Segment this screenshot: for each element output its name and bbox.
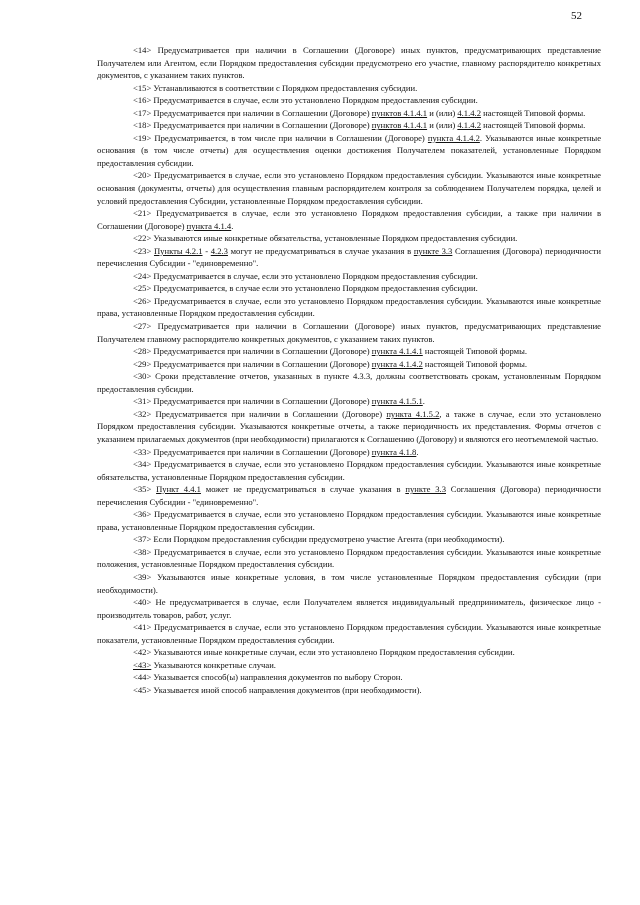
footnote-text: <22> Указываются иные конкретные обязательства, установленные Порядком предоставления субсидии.: [133, 233, 518, 244]
cross-reference-link[interactable]: пункта 4.1.4: [186, 220, 232, 231]
footnote: [97, 245, 601, 270]
footnote-text: <20> Предусматривается в случае, если это установлено Порядком предоставления субсидии. Указываются иные конкретные основания (документы, отчеты) для осуществления главным распорядителем контроля за соблюдением Получателем порядка, целей и условий предоставления Субсидии, установленные Порядком предоставления субсидии.: [97, 170, 601, 206]
footnote-text: <28> Предусматривается при наличии в Соглашении (Договоре): [133, 346, 372, 357]
footnote-text: -: [202, 245, 211, 256]
footnote-text: . Указываются иные конкретные основания (в том числе отчеты) для осуществления оценки достижения Получателем показателей, установленные Порядком предоставления субсидии.: [97, 132, 602, 168]
footnote: [97, 119, 601, 132]
footnote-text: и (или): [427, 107, 458, 118]
footnote-text: <41> Предусматривается в случае, если это установлено Порядком предоставления субсидии. Указываются иные конкретные показатели, установленные Порядком предоставления субсидии.: [97, 622, 601, 645]
footnote: [97, 44, 601, 82]
footnote: [97, 107, 601, 120]
footnote-text: Соглашения (Договора) периодичности перечисления Субсидии - "единовременно".: [97, 484, 601, 507]
cross-reference-link[interactable]: 4.2.3: [210, 245, 228, 256]
footnotes-list: [97, 44, 601, 696]
footnote: [97, 596, 601, 621]
footnote: [97, 621, 601, 646]
footnote-text: <16> Предусматривается в случае, если это установлено Порядком предоставления субсидии.: [133, 95, 478, 106]
footnote-text: <36> Предусматривается в случае, если это установлено Порядком предоставления субсидии. Указываются иные конкретные права, установленные Порядком предоставления субсидии.: [97, 509, 601, 532]
cross-reference-link[interactable]: Пункты 4.2.1: [153, 245, 203, 256]
footnote: [97, 320, 601, 345]
footnote-text: настоящей Типовой формы.: [422, 358, 528, 369]
footnote: [97, 408, 601, 446]
cross-reference-link[interactable]: пункте 3.3: [413, 245, 453, 256]
page-number: 52: [571, 10, 582, 22]
footnote: [97, 684, 601, 697]
cross-reference-link[interactable]: пункта 4.1.4.2: [427, 132, 480, 143]
footnote-text: .: [416, 446, 419, 457]
footnote-text: <38> Предусматривается в случае, если это установлено Порядком предоставления субсидии. Указываются иные конкретные положения, установленные Порядком предоставления субсидии.: [97, 546, 601, 570]
footnote-text: <29> Предусматривается при наличии в Соглашении (Договоре): [133, 358, 372, 369]
footnote-text: <24> Предусматривается в случае, если это установлено Порядком предоставления субсидии.: [133, 270, 478, 281]
footnote-text: <26> Предусматривается в случае, если это установлено Порядком предоставления субсидии. Указываются иные конкретные права, установленные Порядком предоставления субсидии.: [97, 295, 601, 319]
footnote-text: <39> Указываются иные конкретные условия, в том числе установленные Порядком предоставления субсидии (при необходимости).: [97, 571, 601, 595]
footnote-text: <31> Предусматривается при наличии в Соглашении (Договоре): [133, 396, 372, 407]
footnote-text: и (или): [427, 120, 458, 131]
footnote-text: <44> Указывается способ(ы) направления документов по выбору Сторон.: [133, 672, 403, 683]
footnote-text: <32> Предусматривается при наличии в Соглашении (Договоре): [133, 408, 387, 419]
cross-reference-link[interactable]: пунктов 4.1.4.1: [371, 120, 428, 131]
footnote-text: <40> Не предусматривается в случае, если Получателем является индивидуальный предприниматель, физическое лицо - производитель товаров, работ, услуг.: [97, 597, 601, 620]
footnote-text: <35>: [133, 484, 157, 495]
footnote-text: <21> Предусматривается в случае, если это установлено Порядком предоставления субсидии, а также при наличии в Соглашении (Договоре): [97, 208, 601, 231]
footnote: [97, 646, 601, 659]
footnote: [97, 395, 601, 408]
cross-reference-link[interactable]: пункта 4.1.5.2: [386, 408, 440, 419]
footnote: [97, 82, 601, 95]
cross-reference-link[interactable]: пункта 4.1.8: [371, 446, 417, 457]
footnote: [97, 132, 601, 170]
footnote-text: может не предусматриваться в случае указания в: [200, 484, 406, 495]
cross-reference-link[interactable]: Пункт 4.4.1: [156, 484, 201, 495]
footnote-text: .: [422, 396, 425, 407]
footnote: [97, 270, 601, 283]
footnote-text: <23>: [133, 245, 154, 256]
footnote: [97, 232, 601, 245]
footnote-text: , а также в случае, если это установлено Порядком предоставления субсидии. Указываются конкретные отчеты, а также периодичность их представления. Формы отчетов с указанием прилагаемых документов (при необходимости) прилагаются к Соглашению (Договору) и являются его неотъемлемой частью.: [97, 408, 601, 444]
footnote: [97, 533, 601, 546]
cross-reference-link[interactable]: пункта 4.1.4.2: [371, 358, 423, 369]
footnote-text: настоящей Типовой формы.: [422, 346, 528, 357]
footnote: [97, 282, 601, 295]
footnote-text: <37> Если Порядком предоставления субсидии предусмотрено участие Агента (при необходимости).: [133, 534, 505, 545]
footnote: [97, 345, 601, 358]
footnote-text: <18> Предусматривается при наличии в Соглашении (Договоре): [133, 120, 372, 131]
footnote-text: <19> Предусматривается, в том числе при наличии в Соглашении (Договоре): [133, 132, 428, 143]
footnote: [97, 571, 601, 596]
footnote: [97, 671, 601, 684]
footnote: [97, 295, 601, 320]
footnote: [97, 458, 601, 483]
footnote-text: Указываются конкретные случаи.: [151, 659, 276, 670]
footnote-text: <34> Предусматривается в случае, если это установлено Порядком предоставления субсидии. Указываются иные конкретные обязательства, установленные Порядком предоставления субсидии.: [97, 459, 601, 482]
footnote: [97, 370, 601, 395]
footnote-text: <30> Сроки представление отчетов, указанных в пункте 4.3.3, должны соответствовать срокам, установленным Порядком предоставления субсидии.: [97, 371, 601, 394]
footnote-text: <25> Предусматривается, в случае если это установлено Порядком предоставления субсидии.: [133, 283, 478, 294]
footnote-text: <17> Предусматривается при наличии в Соглашении (Договоре): [133, 107, 372, 118]
footnote: [97, 358, 601, 371]
footnote-text: <45> Указывается иной способ направления документов (при необходимости).: [133, 684, 422, 695]
footnote-text: <33> Предусматривается при наличии в Соглашении (Договоре): [133, 446, 372, 457]
cross-reference-link[interactable]: пунктов 4.1.4.1: [371, 107, 428, 118]
footnote: [97, 169, 601, 207]
cross-reference-link[interactable]: 4.1.4.2: [457, 107, 481, 118]
footnote: [97, 207, 601, 232]
footnote-text: .: [231, 220, 234, 231]
footnote: [97, 546, 601, 571]
footnote: [97, 508, 601, 533]
footnote-text: настоящей Типовой формы.: [481, 120, 586, 131]
footnote-text: <27> Предусматривается при наличии в Соглашении (Договоре) иных пунктов, предусматривающих представление Получателем главному распорядителю конкретных документов, с указанием таких пунктов.: [97, 321, 601, 344]
cross-reference-link[interactable]: <43>: [133, 659, 152, 670]
footnote: [97, 94, 601, 107]
footnote-text: <42> Указываются иные конкретные случаи, если это установлено Порядком предоставления субсидии.: [133, 647, 515, 658]
footnote: [97, 446, 601, 459]
footnote-text: настоящей Типовой формы.: [481, 107, 586, 118]
footnote-text: могут не предусматриваться в случае указания в: [227, 245, 414, 256]
cross-reference-link[interactable]: 4.1.4.2: [457, 120, 481, 131]
footnote: [97, 659, 601, 672]
footnote-text: <14> Предусматривается при наличии в Соглашении (Договоре) иных пунктов, предусматривающих представление Получателем или Агентом, если Порядком предоставления субсидии предусмотрено его участие, главному распорядителю конкретных документов, с указанием таких пунктов.: [97, 45, 601, 81]
cross-reference-link[interactable]: пункта 4.1.4.1: [371, 346, 423, 357]
footnote-text: <15> Устанавливаются в соответствии с Порядком предоставления субсидии.: [133, 82, 418, 93]
cross-reference-link[interactable]: пункта 4.1.5.1: [371, 396, 423, 407]
cross-reference-link[interactable]: пункте 3.3: [405, 484, 446, 495]
footnote: [97, 483, 601, 508]
footnote-text: Соглашения (Договора) периодичности перечисления Субсидии - "единовременно".: [97, 245, 602, 269]
